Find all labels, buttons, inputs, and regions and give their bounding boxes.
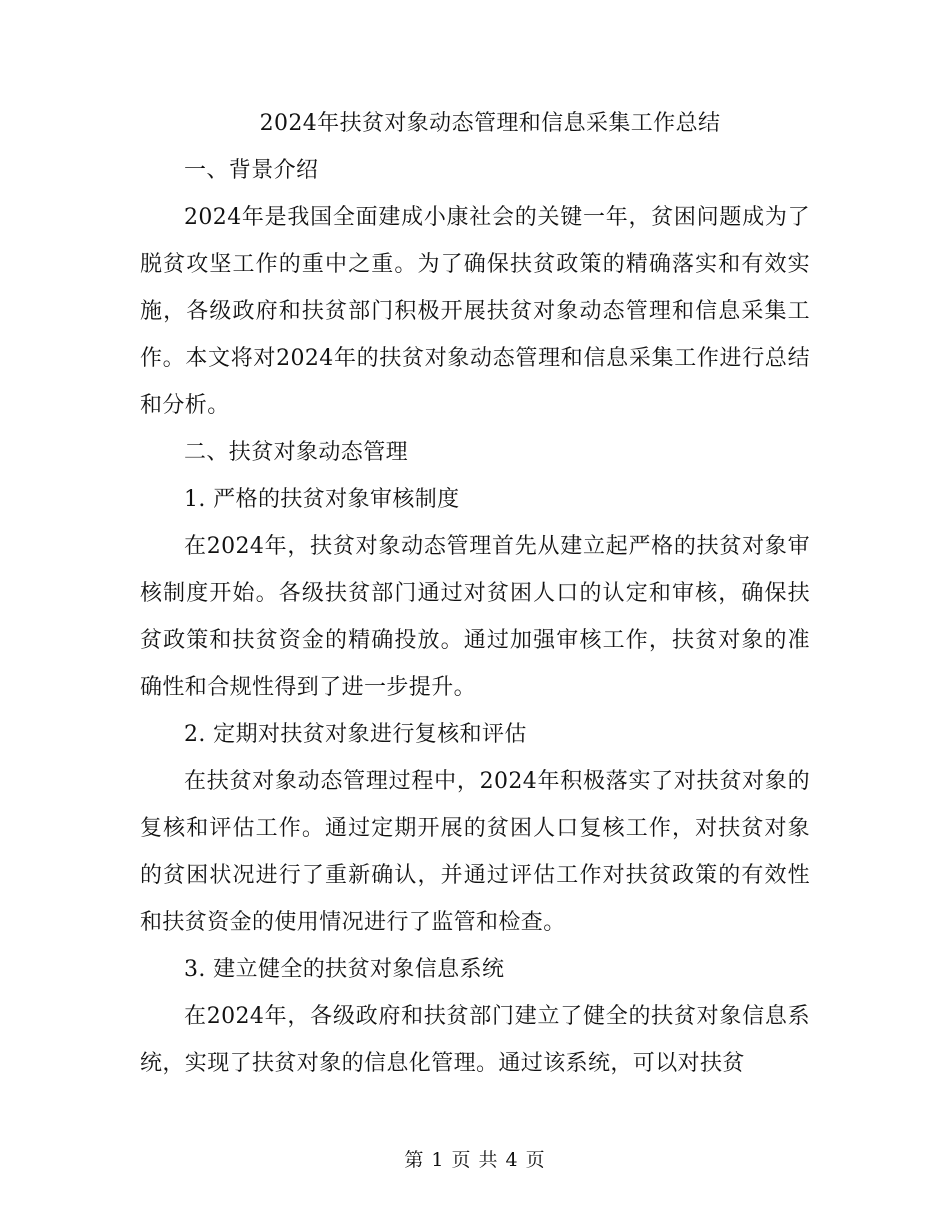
paragraph-system: 在2024年，各级政府和扶贫部门建立了健全的扶贫对象信息系统，实现了扶贫对象的信息化管理。通过该系统，可以对扶贫 bbox=[140, 1004, 810, 1076]
paragraph-audit: 在2024年，扶贫对象动态管理首先从建立起严格的扶贫对象审核制度开始。各级扶贫部门通过对贫困人口的认定和审核，确保扶贫政策和扶贫资金的精确投放。通过加强审核工作，扶贫对象的准确性和合规性得到了进一步提升。 bbox=[140, 534, 810, 700]
paragraph-background: 2024年是我国全面建成小康社会的关键一年，贫困问题成为了脱贫攻坚工作的重中之重。为了确保扶贫政策的精确落实和有效实施，各级政府和扶贫部门积极开展扶贫对象动态管理和信息采集工作。本文将对2024年的扶贫对象动态管理和信息采集工作进行总结和分析。 bbox=[140, 205, 810, 418]
document-blocks bbox=[140, 147, 810, 1087]
section-heading-1: 一、背景介绍 bbox=[184, 158, 319, 183]
section-heading-2: 二、扶贫对象动态管理 bbox=[184, 440, 409, 465]
subheading-3: 3. 建立健全的扶贫对象信息系统 bbox=[184, 957, 505, 982]
subheading-1: 1. 严格的扶贫对象审核制度 bbox=[184, 487, 460, 512]
page-footer: 第 1 页 共 4 页 bbox=[404, 1149, 546, 1171]
subheading-2: 2. 定期对扶贫对象进行复核和评估 bbox=[184, 722, 527, 747]
document-body bbox=[140, 100, 810, 1087]
document-title: 2024年扶贫对象动态管理和信息采集工作总结 bbox=[259, 111, 721, 136]
paragraph-review: 在扶贫对象动态管理过程中，2024年积极落实了对扶贫对象的复核和评估工作。通过定期开展的贫困人口复核工作，对扶贫对象的贫困状况进行了重新确认，并通过评估工作对扶贫政策的有效性和扶贫资金的使用情况进行了监管和检查。 bbox=[140, 769, 810, 935]
